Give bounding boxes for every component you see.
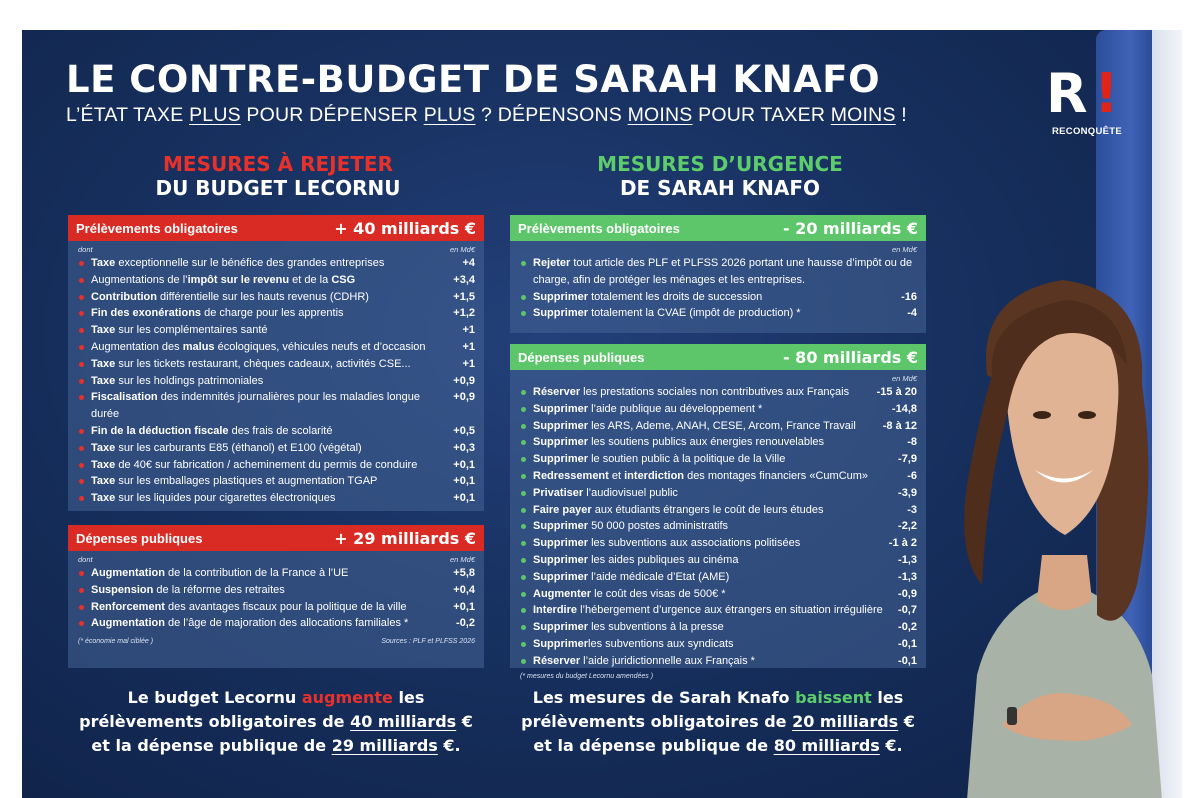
bullet-icon [521, 295, 526, 300]
bullet-icon [521, 524, 526, 529]
measure-list [68, 565, 484, 632]
bullet-icon [79, 328, 84, 333]
list-item: Contribution différentielle sur les hauts revenus (CDHR) +1,5 [78, 289, 475, 306]
panel-header: Dépenses publiques - 80 milliards € [510, 344, 926, 370]
list-item: Fin de la déduction fiscale des frais de scolarité +0,5 [78, 423, 475, 440]
measure-value: +3,4 [453, 273, 475, 286]
bullet-icon [521, 608, 526, 613]
bullet-icon [79, 261, 84, 266]
left-conclusion: Le budget Lecornu augmente les prélèvements obligatoires de 40 milliards € et la dépense publique de 29 milliards €. [79, 688, 473, 755]
bullet-icon [521, 407, 526, 412]
left-prelevements-panel: Prélèvements obligatoires + 40 milliards € dont en Md€ Taxe exceptionnelle sur le bénéfice des grandes entreprises +4 Augmentations de l’impôt sur le revenu et de la CSG +3,4 Contribution différentielle sur les hauts revenus (CDHR) +1,5 Fin des exonérations de charge pour les apprentis +1,2 Taxe sur les complémentaires santé +1 Augmentation des malus écologiques, véhicules neufs et d’occasion +1 Taxe sur les tickets restaurant, chèques cadeaux, activités CSE... +1 Taxe sur les holdings patrimoniales +0,9 Fiscalisation des indemnités journalières pour les maladies longue durée +0,9 Fin de la déduction fiscale des frais de scolarité +0,5 Taxe sur les carburants E85 (éthanol) et E100 (végétal) +0,3 Taxe de 40€ sur fabrication / acheminement du permis de conduire +0,1 Taxe sur les emballages plastiques et augmentation TGAP +0,1 Taxe sur les liquides pour cigarettes électroniques +0,1 [68, 215, 484, 511]
measure-value: -7,9 [898, 453, 917, 466]
measure-value: +0,9 [453, 391, 475, 404]
list-item: Augmentation des malus écologiques, véhicules neufs et d’occasion +1 [78, 339, 475, 356]
measure-value: -0,7 [898, 604, 917, 617]
measure-value: -3,9 [898, 486, 917, 499]
list-item: Taxe sur les emballages plastiques et augmentation TGAP +0,1 [78, 473, 475, 490]
list-item: Redressement et interdiction des montages financiers «CumCum» -6 [520, 468, 917, 485]
list-item: Supprimer l’aide publique au développement * -14,8 [520, 401, 917, 418]
measure-value: -0,2 [456, 617, 475, 630]
bullet-icon [521, 592, 526, 597]
measure-value: -2,2 [898, 520, 917, 533]
bullet-icon [79, 621, 84, 626]
list-item: Interdire l’hébergement d’urgence aux étrangers en situation irrégulière -0,7 [520, 602, 917, 619]
measure-value: +0,4 [453, 583, 475, 596]
bullet-icon [79, 295, 84, 300]
list-item: Augmentations de l’impôt sur le revenu et de la CSG +3,4 [78, 272, 475, 289]
list-item: Renforcement des avantages fiscaux pour la politique de la ville +0,1 [78, 599, 475, 616]
bullet-icon [79, 362, 84, 367]
bullet-icon [79, 429, 84, 434]
measure-value: +0,1 [453, 492, 475, 505]
page-subtitle: L’ÉTAT TAXE PLUS POUR DÉPENSER PLUS ? DÉPENSONS MOINS POUR TAXER MOINS ! [66, 104, 907, 126]
measure-value: -1,3 [898, 570, 917, 583]
list-item: Supprimer totalement la CVAE (impôt de production) * -4 [520, 305, 917, 322]
list-item: Supprimer les soutiens publics aux énergies renouvelables -8 [520, 434, 917, 451]
right-prelevements-panel: Prélèvements obligatoires - 20 milliards € en Md€ Rejeter tout article des PLF et PLFSS 2026 portant une hausse d’impôt ou de charge, afin de protéger les ménages et les entreprises. Supprimer totalement les droits de succession -16 Supprimer totalement la CVAE (impôt de production) * -4 [510, 215, 926, 333]
panel-header: Prélèvements obligatoires - 20 milliards € [510, 215, 926, 241]
measure-value: -16 [901, 290, 917, 303]
list-item: Supprimer 50 000 postes administratifs -2,2 [520, 518, 917, 535]
list-item: Taxe de 40€ sur fabrication / acheminement du permis de conduire +0,1 [78, 457, 475, 474]
measure-value: -1 à 2 [888, 537, 917, 550]
bullet-icon [79, 446, 84, 451]
measure-value: +4 [462, 257, 475, 269]
measure-value: +0,5 [453, 424, 475, 437]
list-item: Supprimer les subventions à la presse -0,2 [520, 619, 917, 636]
list-item: Augmentation de la contribution de la France à l’UE +5,8 [78, 565, 475, 582]
list-item: Augmenter le coût des visas de 500€ * -0,9 [520, 586, 917, 603]
measure-value: +1 [462, 324, 475, 337]
list-item: Privatiser l’audiovisuel public -3,9 [520, 485, 917, 502]
measure-value: -8 à 12 [882, 419, 917, 432]
list-item: Taxe sur les liquides pour cigarettes électroniques +0,1 [78, 490, 475, 507]
measure-value: -15 à 20 [876, 386, 917, 398]
list-item: Suspension de la réforme des retraites +0,4 [78, 582, 475, 599]
bullet-icon [521, 642, 526, 647]
bullet-icon [521, 575, 526, 580]
list-item: Fiscalisation des indemnités journalières pour les maladies longue durée +0,9 [78, 389, 475, 423]
measure-value: +1,2 [453, 307, 475, 320]
list-item: Supprimer totalement les droits de succession -16 [520, 289, 917, 306]
bullet-icon [521, 659, 526, 664]
bullet-icon [521, 541, 526, 546]
measure-value: +0,1 [453, 600, 475, 613]
measure-value: -8 [907, 436, 917, 449]
measure-value: -3 [907, 503, 917, 516]
bullet-icon [79, 588, 84, 593]
measure-value: +1,5 [453, 290, 475, 303]
bullet-icon [79, 479, 84, 484]
list-item: Supprimer le soutien public à la politique de la Ville -7,9 [520, 451, 917, 468]
list-item: Réserver les prestations sociales non contributives aux Français -15 à 20 [520, 384, 917, 401]
reconquete-logo: R ! RECONQUÊTE [1046, 62, 1123, 137]
list-item: Faire payer aux étudiants étrangers le coût de leurs études -3 [520, 502, 917, 519]
measure-value: +5,8 [453, 567, 475, 579]
bullet-icon [521, 311, 526, 316]
list-item: Taxe sur les carburants E85 (éthanol) et E100 (végétal) +0,3 [78, 440, 475, 457]
right-heading: MESURES D’URGENCE DE SARAH KNAFO [597, 152, 843, 200]
bullet-icon [79, 571, 84, 576]
list-item: Augmentation de l’âge de majoration des allocations familiales * -0,2 [78, 615, 475, 632]
page-title: LE CONTRE-BUDGET DE SARAH KNAFO [66, 58, 881, 101]
measure-value: -0,1 [898, 637, 917, 650]
measure-value: +0,3 [453, 441, 475, 454]
measure-value: -4 [907, 307, 917, 320]
measure-value: -6 [907, 469, 917, 482]
bullet-icon [521, 508, 526, 513]
portrait-photo [947, 255, 1182, 798]
measure-value: -0,2 [898, 621, 917, 634]
bullet-icon [521, 491, 526, 496]
right-conclusion: Les mesures de Sarah Knafo baissent les prélèvements obligatoires de 20 milliards € et la dépense publique de 80 milliards €. [521, 688, 915, 755]
measure-list [510, 384, 926, 670]
bullet-icon [521, 261, 526, 266]
bullet-icon [521, 457, 526, 462]
bullet-icon [79, 278, 84, 283]
list-item: Fin des exonérations de charge pour les apprentis +1,2 [78, 305, 475, 322]
measure-value: -0,1 [898, 654, 917, 667]
list-item: Supprimerles subventions aux syndicats -0,1 [520, 636, 917, 653]
measure-value: +0,1 [453, 458, 475, 471]
list-item: Taxe sur les holdings patrimoniales +0,9 [78, 373, 475, 390]
measure-value: -0,9 [898, 587, 917, 600]
list-item: Rejeter tout article des PLF et PLFSS 2026 portant une hausse d’impôt ou de charge, afin de protéger les ménages et les entreprises. [520, 255, 917, 289]
list-item: Réserver l’aide juridictionnelle aux Français * -0,1 [520, 653, 917, 670]
poster [22, 30, 1182, 798]
bullet-icon [79, 379, 84, 384]
bullet-icon [79, 345, 84, 350]
bullet-icon [521, 625, 526, 630]
measure-list [510, 255, 926, 322]
list-item: Supprimer les aides publiques au cinéma -1,3 [520, 552, 917, 569]
bullet-icon [521, 558, 526, 563]
panel-header: Prélèvements obligatoires + 40 milliards € [68, 215, 484, 241]
bullet-icon [521, 424, 526, 429]
measure-list [68, 255, 484, 507]
left-heading: MESURES À REJETER DU BUDGET LECORNU [155, 152, 401, 200]
measure-value: +0,1 [453, 475, 475, 488]
bullet-icon [521, 440, 526, 445]
bullet-icon [79, 605, 84, 610]
bullet-icon [79, 463, 84, 468]
bullet-icon [79, 311, 84, 316]
list-item: Taxe exceptionnelle sur le bénéfice des grandes entreprises +4 [78, 255, 475, 272]
measure-value: +1 [462, 357, 475, 370]
list-item: Taxe sur les tickets restaurant, chèques cadeaux, activités CSE... +1 [78, 356, 475, 373]
right-depenses-panel: Dépenses publiques - 80 milliards € en Md€ Réserver les prestations sociales non contributives aux Français -15 à 20 Supprimer l’aide publique au développement * -14,8 Supprimer les ARS, Ademe, ANAH, CESE, Arcom, France Travail -8 à 12 Supprimer les soutiens publics aux énergies renouvelables -8 Supprimer le soutien public à la politique de la Ville -7,9 Redressement et interdiction des montages financiers «CumCum» -6 Privatiser l’audiovisuel public -3,9 Faire payer aux étudiants étrangers le coût de leurs études -3 Supprimer 50 000 postes administratifs -2,2 Supprimer les subventions aux associations politisées -1 à 2 Supprimer les aides publiques au cinéma -1,3 Supprimer l’aide médicale d’Etat (AME) -1,3 Augmenter le coût des visas de 500€ * -0,9 Interdire l’hébergement d’urgence aux étrangers en situation irrégulière -0,7 Supprimer les subventions à la presse -0,2 Supprimerles subventions aux syndicats -0,1 Réserver l’aide juridictionnelle aux Français * -0,1 (* mesures du budget Lecornu amendées ) [510, 344, 926, 668]
list-item: Supprimer les subventions aux associations politisées -1 à 2 [520, 535, 917, 552]
bullet-icon [521, 474, 526, 479]
list-item: Taxe sur les complémentaires santé +1 [78, 322, 475, 339]
list-item: Supprimer l’aide médicale d’Etat (AME) -1,3 [520, 569, 917, 586]
measure-value: +0,9 [453, 374, 475, 387]
list-item: Supprimer les ARS, Ademe, ANAH, CESE, Arcom, France Travail -8 à 12 [520, 418, 917, 435]
panel-header: Dépenses publiques + 29 milliards € [68, 525, 484, 551]
bullet-icon [79, 496, 84, 501]
measure-value: -1,3 [898, 553, 917, 566]
measure-value: +1 [462, 340, 475, 353]
measure-value: -14,8 [891, 402, 917, 415]
bullet-icon [79, 395, 84, 400]
bullet-icon [521, 390, 526, 395]
left-depenses-panel: Dépenses publiques + 29 milliards € dont en Md€ Augmentation de la contribution de la France à l’UE +5,8 Suspension de la réforme des retraites +0,4 Renforcement des avantages fiscaux pour la politique de la ville +0,1 Augmentation de l’âge de majoration des allocations familiales * -0,2 (* économie mal ciblée ) Sources : PLF et PLFSS 2026 [68, 525, 484, 668]
